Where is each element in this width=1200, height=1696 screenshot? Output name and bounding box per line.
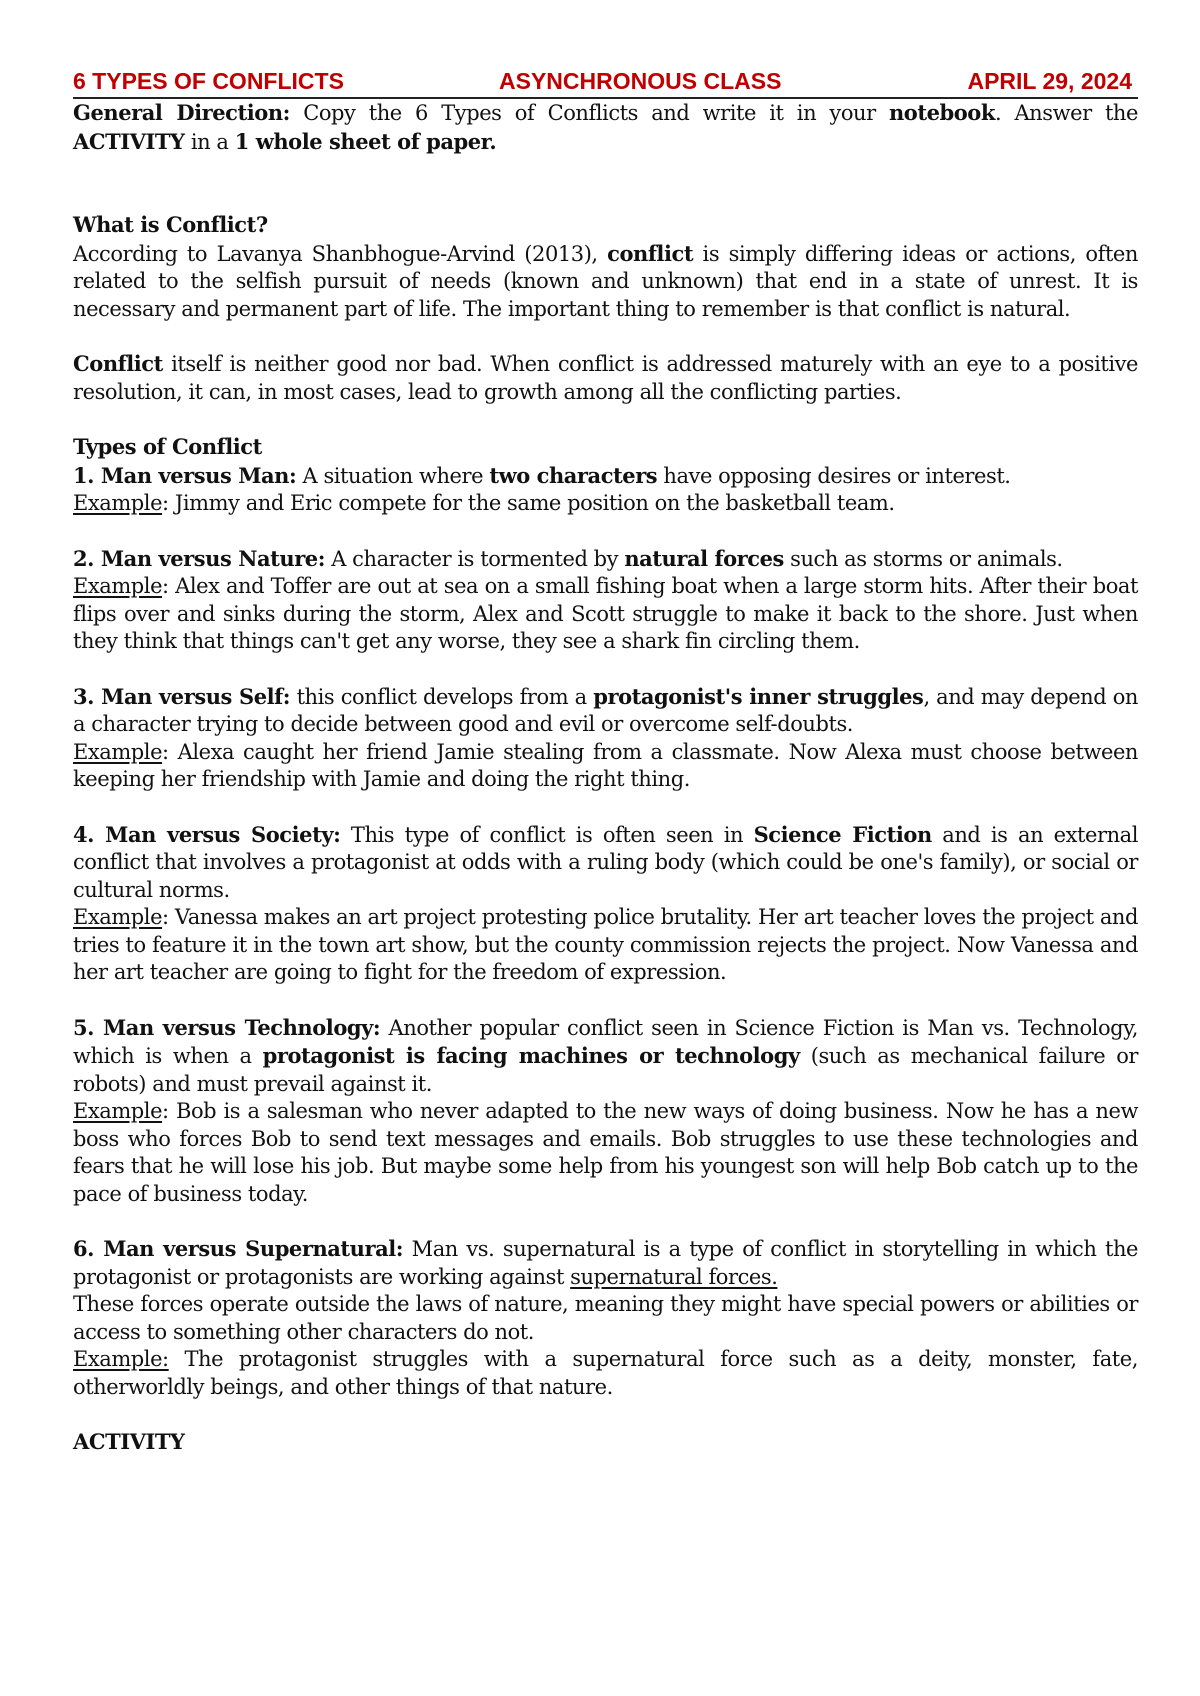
- conflict-definition-paragraph: [73, 240, 1138, 324]
- type-6-example-text: The protagonist struggles with a supernatural force such as a deity, monster, fate, otherworldly beings, and other things of that nature.: [73, 1347, 1138, 1399]
- type-4-text-2: and is an external conflict that involves a protagonist at odds with a ruling body (which could be one's family), or social or cultural norms.: [73, 822, 1138, 902]
- type-1-example: [73, 490, 1138, 518]
- type-5-example-label: Example: [73, 1099, 163, 1124]
- type-2-bold: natural forces: [624, 545, 784, 571]
- type-3-title: 3. Man versus Self:: [73, 683, 291, 709]
- type-4-definition: [73, 821, 1138, 905]
- type-3-text-2: , and may depend on a character trying to decide between good and evil or overcome self-doubts.: [73, 684, 1139, 737]
- type-2-text-1: A character is tormented by: [325, 546, 625, 571]
- nature-bold-conflict: Conflict: [73, 351, 163, 377]
- conflict-nature-paragraph: [73, 350, 1138, 406]
- direction-bold-activity: ACTIVITY: [73, 128, 185, 154]
- type-1-bold: two characters: [489, 462, 658, 488]
- direction-bold-notebook: notebook: [888, 100, 995, 126]
- type-2-example-text: : Alex and Toffer are out at sea on a small fishing boat when a large storm hits. After their boat flips over and sinks during the storm, Alex and Scott struggle to make it back to the shore. Just when they think that things can't get any worse, they see a shark fin circling them.: [73, 574, 1138, 654]
- direction-text-1: Copy the 6 Types of Conflicts and write it in your: [289, 101, 889, 126]
- nature-text: itself is neither good nor bad. When conflict is addressed maturely with an eye to a positive resolution, it can, in most cases, lead to growth among all the conflicting parties.: [73, 352, 1138, 404]
- type-6-underlined-forces: supernatural forces.: [570, 1264, 778, 1289]
- type-2-text-2: such as storms or animals.: [783, 546, 1063, 571]
- type-5-example-text: : Bob is a salesman who never adapted to the new ways of doing business. Now he has a new boss who forces Bob to send text messages and emails. Bob struggles to use these technologies and fears that he will lose his job. But maybe some help from his youngest son will help Bob catch up to the pace of business today.: [73, 1099, 1138, 1206]
- general-direction-label: General Direction:: [73, 100, 290, 126]
- definition-bold-conflict: conflict: [607, 240, 694, 266]
- type-6-text-2: These forces operate outside the laws of nature, meaning they might have special powers or abilities or access to something other characters do not.: [73, 1292, 1138, 1344]
- type-2-title: 2. Man versus Nature:: [73, 545, 326, 571]
- what-is-conflict-heading: [73, 211, 1138, 240]
- type-1-example-label: Example: [73, 491, 163, 516]
- type-4-example: [73, 904, 1138, 987]
- type-5-example: [73, 1098, 1138, 1208]
- type-5-definition: [73, 1014, 1138, 1099]
- type-6-forces-description: [73, 1291, 1138, 1346]
- type-2-example: [73, 573, 1138, 656]
- document-page: [73, 68, 1138, 1457]
- direction-bold-sheet: 1 whole sheet of paper.: [234, 128, 497, 154]
- activity-heading: [73, 1428, 1138, 1457]
- what-heading-text: What is Conflict?: [73, 212, 268, 238]
- direction-text-2: . Answer the: [994, 101, 1138, 126]
- type-1-example-text: : Jimmy and Eric compete for the same position on the basketball team.: [162, 491, 895, 516]
- definition-text-a: According to Lavanya Shanbhogue-Arvind (2013),: [73, 241, 608, 266]
- type-6-example: [73, 1346, 1138, 1401]
- type-6-example-label: Example:: [73, 1347, 169, 1372]
- activity-heading-text: ACTIVITY: [73, 1429, 185, 1455]
- type-3-example-text: : Alexa caught her friend Jamie stealing from a classmate. Now Alexa must choose between keeping her friendship with Jamie and doing the right thing.: [73, 739, 1138, 792]
- type-4-title: 4. Man versus Society:: [73, 821, 341, 847]
- type-5-bold: protagonist is facing machines or technology: [262, 1043, 800, 1069]
- header-date: APRIL 29, 2024: [967, 68, 1132, 94]
- type-3-text-1: this conflict develops from a: [290, 684, 594, 709]
- type-2-definition: [73, 545, 1138, 574]
- type-3-bold: protagonist's inner struggles: [593, 683, 924, 709]
- type-4-example-label: Example: [73, 905, 163, 930]
- type-1-definition: [73, 462, 1138, 491]
- definition-text-c: is simply differing ideas or actions, often related to the selfish pursuit of needs (known and unknown) that end in a state of unrest. It is necessary and permanent part of life. The important thing to remember is that conflict is natural.: [73, 241, 1138, 321]
- direction-text-3: in a: [184, 129, 235, 154]
- type-2-example-label: Example: [73, 574, 163, 599]
- type-4-example-text: : Vanessa makes an art project protesting police brutality. Her art teacher loves the project and tries to feature it in the town art show, but the county commission rejects the project. Now Vanessa and her art teacher are going to fight for the freedom of expression.: [73, 905, 1138, 985]
- type-5-text-1: Another popular conflict seen in Science Fiction is Man vs. Technology, which is when a: [73, 1015, 1138, 1069]
- type-1-text-2: have opposing desires or interest.: [657, 463, 1011, 488]
- type-4-bold: Science Fiction: [753, 821, 932, 847]
- types-heading-text: Types of Conflict: [73, 434, 262, 460]
- type-3-example: [73, 739, 1138, 794]
- document-header: [73, 68, 1138, 99]
- type-1-title: 1. Man versus Man:: [73, 462, 297, 488]
- type-6-definition: [73, 1235, 1138, 1291]
- type-4-text-1: This type of conflict is often seen in: [340, 822, 754, 847]
- type-3-example-label: Example: [73, 739, 163, 764]
- type-1-text-1: A situation where: [296, 463, 490, 488]
- general-direction: [73, 99, 1138, 156]
- header-title: 6 TYPES OF CONFLICTS: [73, 68, 344, 94]
- type-5-title: 5. Man versus Technology:: [73, 1014, 381, 1040]
- type-3-definition: [73, 683, 1138, 739]
- type-6-title: 6. Man versus Supernatural:: [73, 1236, 404, 1262]
- type-6-text-1: Man vs. supernatural is a type of conflict in storytelling in which the protagonist or protagonists are working against: [73, 1237, 1139, 1289]
- header-class-type: ASYNCHRONOUS CLASS: [499, 68, 782, 94]
- type-5-text-2: (such as mechanical failure or robots) and must prevail against it.: [73, 1044, 1138, 1096]
- types-of-conflict-heading: [73, 433, 1138, 462]
